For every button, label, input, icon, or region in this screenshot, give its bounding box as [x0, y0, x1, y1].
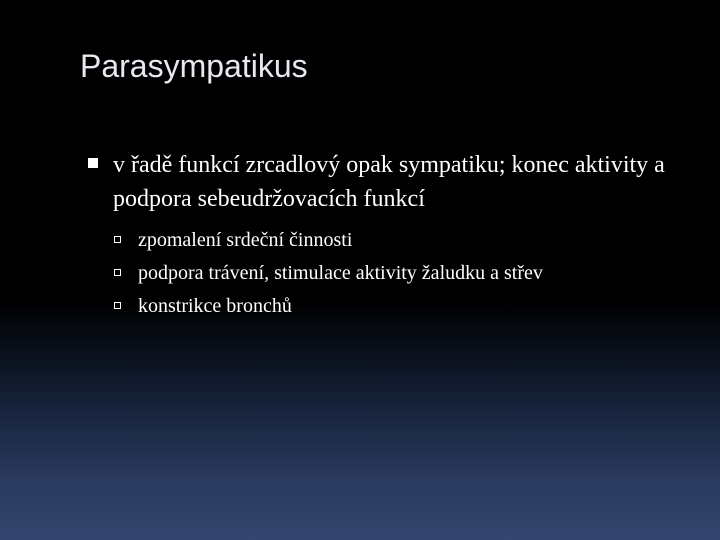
outline-square-bullet-icon	[114, 269, 121, 276]
bullet-text: v řadě funkcí zrcadlový opak sympatiku; konec aktivity a podpora sebeudržovacích funkcí	[113, 152, 665, 212]
square-bullet-icon	[88, 158, 98, 168]
sub-bullet-list	[84, 224, 684, 323]
sub-bullet-text: konstrikce bronchů	[138, 295, 292, 317]
sub-bullet-item	[84, 257, 684, 290]
sub-bullet-item	[84, 290, 684, 323]
bullet-item	[84, 148, 684, 216]
outline-square-bullet-icon	[114, 302, 121, 309]
bullet-list	[84, 148, 684, 323]
outline-square-bullet-icon	[114, 236, 121, 243]
sub-bullet-item	[84, 224, 684, 257]
sub-bullet-text: zpomalení srdeční činnosti	[138, 229, 353, 251]
sub-bullet-text: podpora trávení, stimulace aktivity žaludku a střev	[138, 262, 543, 284]
slide-title: Parasympatikus	[80, 48, 308, 84]
